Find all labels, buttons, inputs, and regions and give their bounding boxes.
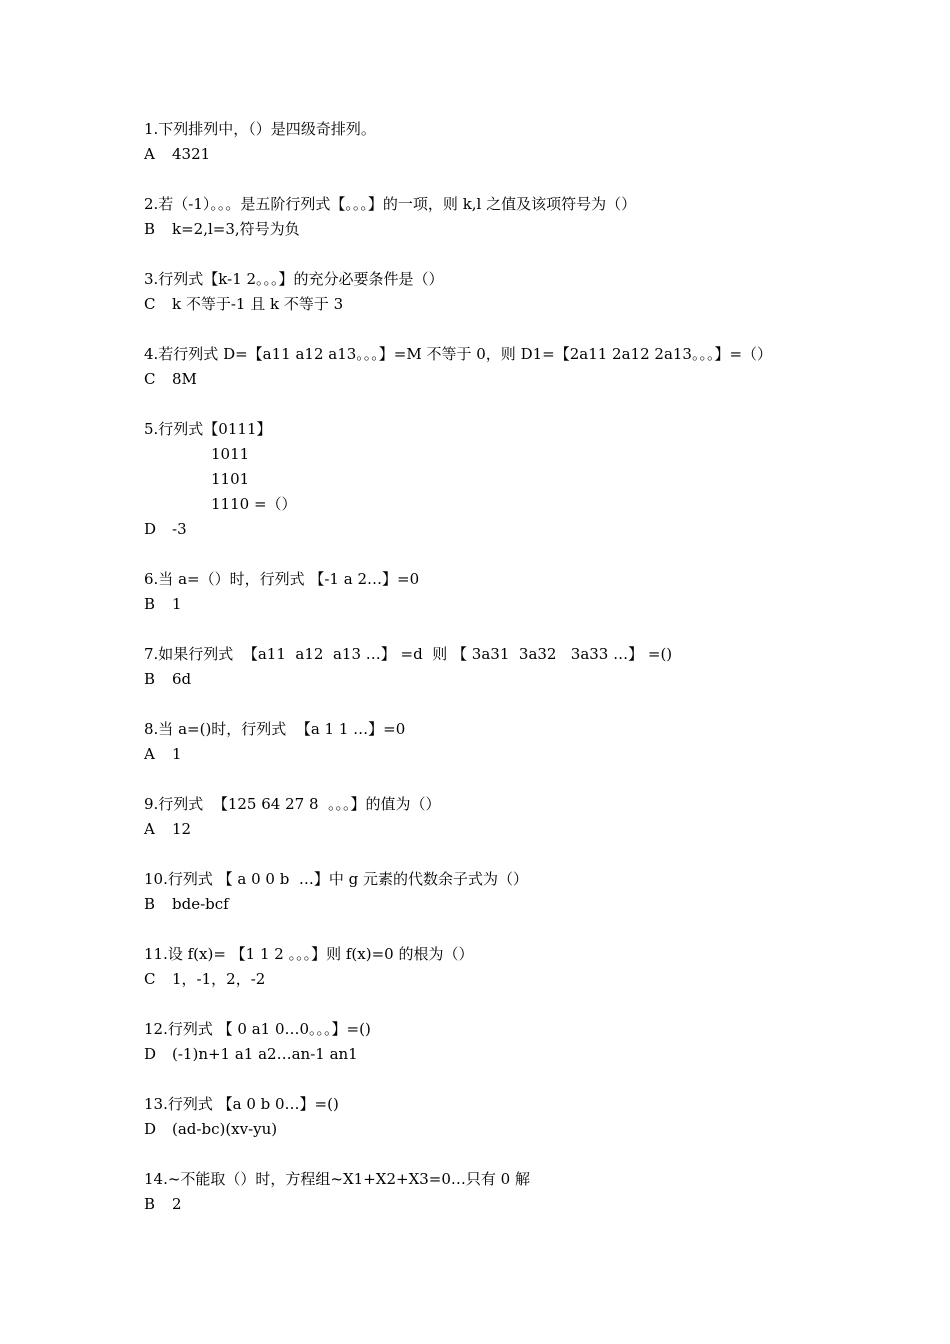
answer-letter: B	[144, 595, 156, 613]
question-text: 13.行列式 【a 0 b 0…】=()	[144, 1095, 339, 1113]
answer-line	[144, 1042, 884, 1067]
matrix-row: 1101	[211, 470, 250, 488]
question-3	[144, 267, 884, 317]
answer-letter: B	[144, 1195, 156, 1213]
matrix-row: 1110 =（）	[211, 495, 297, 513]
question-text: 3.行列式【k-1 2。。。】的充分必要条件是（）	[144, 270, 444, 288]
answer-letter: C	[144, 295, 156, 313]
answer-line	[144, 592, 884, 617]
question-12	[144, 1017, 884, 1067]
answer-text: 2	[172, 1195, 182, 1213]
matrix-row: 1011	[211, 445, 250, 463]
answer-text: 1	[172, 745, 182, 763]
question-13	[144, 1092, 884, 1142]
answer-text: (ad-bc)(xv-yu)	[172, 1120, 278, 1138]
answer-letter: C	[144, 970, 156, 988]
question-2	[144, 192, 884, 242]
question-text: 4.若行列式 D=【a11 a12 a13。。。】=M 不等于 0，则 D1=【2a11 2a12 2a13。。。】=（）	[144, 345, 773, 363]
answer-line	[144, 142, 884, 167]
answer-letter: A	[144, 820, 155, 838]
question-text: 6.当 a=（）时，行列式 【-1 a 2…】=0	[144, 570, 420, 588]
answer-letter: D	[144, 1045, 157, 1063]
answer-letter: B	[144, 895, 156, 913]
answer-letter: D	[144, 520, 157, 538]
answer-line	[144, 817, 884, 842]
answer-letter: A	[144, 145, 155, 163]
question-14	[144, 1167, 884, 1217]
question-text: 10.行列式 【 a 0 0 b …】中 g 元素的代数余子式为（）	[144, 870, 529, 888]
answer-line	[144, 1117, 884, 1142]
question-text: 11.设 f(x)= 【1 1 2 。。。】则 f(x)=0 的根为（）	[144, 945, 474, 963]
question-text: 2.若（-1）。。。是五阶行列式【。。。】的一项，则 k,l 之值及该项符号为（）	[144, 195, 637, 213]
question-text: 8.当 a=()时，行列式 【a 1 1 …】=0	[144, 720, 406, 738]
answer-letter: A	[144, 745, 155, 763]
question-6	[144, 567, 884, 617]
answer-line	[144, 967, 884, 992]
answer-text: 1，-1，2，-2	[172, 970, 266, 988]
answer-text: (-1)n+1 a1 a2…an-1 an1	[172, 1045, 358, 1063]
answer-text: -3	[172, 520, 187, 538]
question-text: 1.下列排列中，（）是四级奇排列。	[144, 120, 376, 138]
question-text: 7.如果行列式 【a11 a12 a13 …】 =d 则 【 3a31 3a32 3a33 …】 =()	[144, 645, 673, 663]
answer-text: 4321	[172, 145, 211, 163]
question-4	[144, 342, 884, 392]
question-9	[144, 792, 884, 842]
answer-text: k 不等于-1 且 k 不等于 3	[172, 295, 344, 313]
question-5	[144, 417, 884, 542]
question-11	[144, 942, 884, 992]
answer-line	[144, 217, 884, 242]
answer-text: 8M	[172, 370, 197, 388]
question-10	[144, 867, 884, 917]
question-text: 9.行列式 【125 64 27 8 。。。】的值为（）	[144, 795, 441, 813]
question-text: 5.行列式【0111】	[144, 420, 272, 438]
answer-text: k=2,l=3,符号为负	[172, 220, 300, 238]
answer-text: bde-bcf	[172, 895, 229, 913]
answer-line	[144, 742, 884, 767]
answer-letter: C	[144, 370, 156, 388]
question-8	[144, 717, 884, 767]
answer-letter: B	[144, 670, 156, 688]
question-1	[144, 117, 884, 167]
answer-line	[144, 517, 884, 542]
answer-line	[144, 1192, 884, 1217]
answer-line	[144, 892, 884, 917]
answer-text: 1	[172, 595, 182, 613]
answer-line	[144, 667, 884, 692]
answer-text: 6d	[172, 670, 192, 688]
question-list	[144, 117, 884, 1242]
question-7	[144, 642, 884, 692]
answer-line	[144, 292, 884, 317]
answer-text: 12	[172, 820, 192, 838]
question-text: 14.~不能取（）时，方程组~X1+X2+X3=0…只有 0 解	[144, 1170, 530, 1188]
answer-letter: D	[144, 1120, 157, 1138]
question-text: 12.行列式 【 0 a1 0…0。。。】=()	[144, 1020, 371, 1038]
answer-line	[144, 367, 884, 392]
answer-letter: B	[144, 220, 156, 238]
